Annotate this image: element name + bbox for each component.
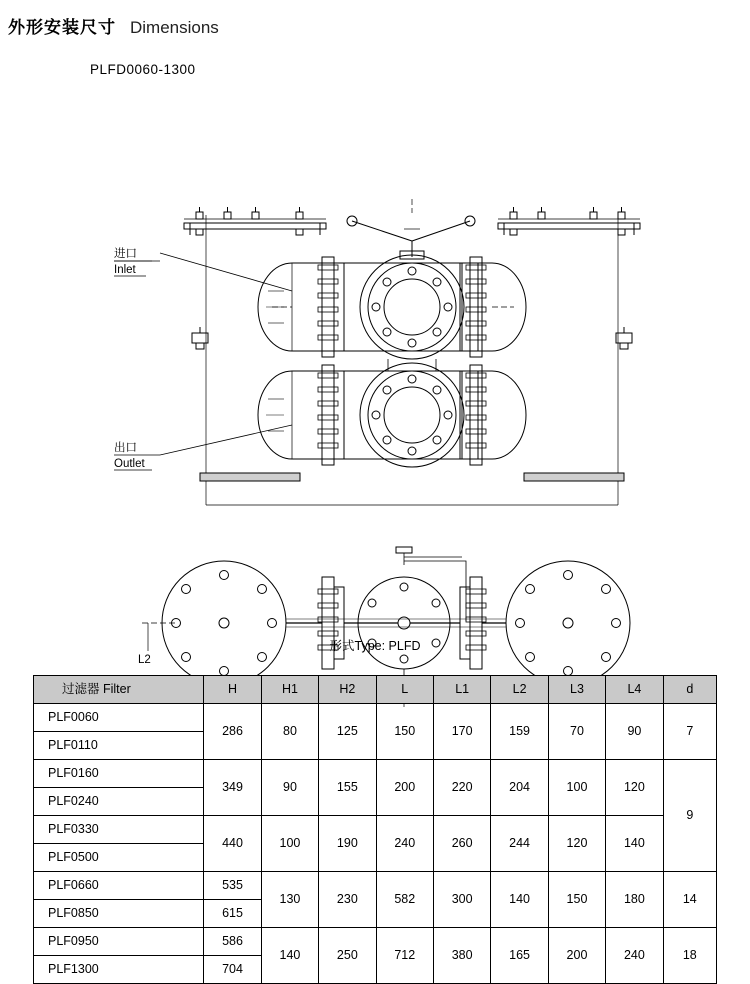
cell-l2: 165 bbox=[491, 928, 548, 984]
cell-filter: PLF0660 bbox=[34, 872, 204, 900]
cell-l4: 90 bbox=[606, 704, 663, 760]
cell-d: 14 bbox=[663, 872, 716, 928]
cell-l4: 180 bbox=[606, 872, 663, 928]
cell-l3: 150 bbox=[548, 872, 605, 928]
cell-l3: 70 bbox=[548, 704, 605, 760]
col-header-l1: L1 bbox=[433, 676, 490, 704]
col-header-h2: H2 bbox=[319, 676, 376, 704]
col-header-h: H bbox=[204, 676, 261, 704]
col-header-l3: L3 bbox=[548, 676, 605, 704]
cell-d: 7 bbox=[663, 704, 716, 760]
l2-dimension-label: L2 bbox=[138, 654, 151, 666]
cell-h1: 100 bbox=[261, 816, 318, 872]
cell-h: 286 bbox=[204, 704, 261, 760]
cell-l1: 300 bbox=[433, 872, 490, 928]
cell-filter: PLF1300 bbox=[34, 956, 204, 984]
col-header-l: L bbox=[376, 676, 433, 704]
cell-d: 9 bbox=[663, 760, 716, 872]
cell-h2: 250 bbox=[319, 928, 376, 984]
cell-d: 18 bbox=[663, 928, 716, 984]
cell-l1: 170 bbox=[433, 704, 490, 760]
col-header-d: d bbox=[663, 676, 716, 704]
cell-filter: PLF0160 bbox=[34, 760, 204, 788]
cell-l1: 220 bbox=[433, 760, 490, 816]
cell-h1: 90 bbox=[261, 760, 318, 816]
cell-l4: 240 bbox=[606, 928, 663, 984]
cell-h1: 140 bbox=[261, 928, 318, 984]
cell-h: 440 bbox=[204, 816, 261, 872]
cell-l3: 120 bbox=[548, 816, 605, 872]
cell-l4: 120 bbox=[606, 760, 663, 816]
model-label: PLFD0060-1300 bbox=[90, 62, 196, 77]
col-header-h1: H1 bbox=[261, 676, 318, 704]
inlet-label-en: Inlet bbox=[114, 264, 136, 276]
cell-h: 586 bbox=[204, 928, 261, 956]
page-title-en: Dimensions bbox=[130, 18, 219, 37]
dimensions-table bbox=[33, 675, 717, 984]
cell-l1: 380 bbox=[433, 928, 490, 984]
cell-l: 712 bbox=[376, 928, 433, 984]
technical-drawing bbox=[0, 95, 750, 666]
type-caption: 形式Type: PLFD bbox=[329, 639, 421, 653]
cell-l2: 159 bbox=[491, 704, 548, 760]
col-header-l4: L4 bbox=[606, 676, 663, 704]
page-title-cn: 外形安装尺寸 bbox=[8, 18, 116, 37]
cell-h2: 155 bbox=[319, 760, 376, 816]
cell-h: 704 bbox=[204, 956, 261, 984]
cell-l2: 244 bbox=[491, 816, 548, 872]
table-row bbox=[34, 704, 717, 732]
cell-h1: 130 bbox=[261, 872, 318, 928]
cell-filter: PLF0240 bbox=[34, 788, 204, 816]
table-row bbox=[34, 928, 717, 956]
cell-filter: PLF0950 bbox=[34, 928, 204, 956]
dimensions-table-wrap bbox=[33, 675, 717, 984]
outlet-label-en: Outlet bbox=[114, 458, 145, 470]
col-header-l2: L2 bbox=[491, 676, 548, 704]
cell-l: 582 bbox=[376, 872, 433, 928]
inlet-label-cn: 进口 bbox=[114, 248, 137, 260]
drawing-svg bbox=[0, 95, 750, 666]
cell-l3: 200 bbox=[548, 928, 605, 984]
cell-h: 535 bbox=[204, 872, 261, 900]
cell-l2: 140 bbox=[491, 872, 548, 928]
cell-h2: 230 bbox=[319, 872, 376, 928]
table-row bbox=[34, 872, 717, 900]
cell-l3: 100 bbox=[548, 760, 605, 816]
table-row bbox=[34, 760, 717, 788]
col-header-filter: 过滤器 Filter bbox=[34, 676, 204, 704]
cell-h1: 80 bbox=[261, 704, 318, 760]
cell-h: 615 bbox=[204, 900, 261, 928]
cell-l4: 140 bbox=[606, 816, 663, 872]
cell-l1: 260 bbox=[433, 816, 490, 872]
table-header-row bbox=[34, 676, 717, 704]
table-row bbox=[34, 816, 717, 844]
outlet-label-cn: 出口 bbox=[114, 442, 137, 454]
cell-l: 200 bbox=[376, 760, 433, 816]
cell-filter: PLF0500 bbox=[34, 844, 204, 872]
cell-l2: 204 bbox=[491, 760, 548, 816]
cell-filter: PLF0060 bbox=[34, 704, 204, 732]
page-header bbox=[8, 13, 219, 38]
cell-h2: 125 bbox=[319, 704, 376, 760]
cell-filter: PLF0850 bbox=[34, 900, 204, 928]
cell-h: 349 bbox=[204, 760, 261, 816]
cell-filter: PLF0110 bbox=[34, 732, 204, 760]
cell-filter: PLF0330 bbox=[34, 816, 204, 844]
cell-l: 150 bbox=[376, 704, 433, 760]
cell-l: 240 bbox=[376, 816, 433, 872]
cell-h2: 190 bbox=[319, 816, 376, 872]
